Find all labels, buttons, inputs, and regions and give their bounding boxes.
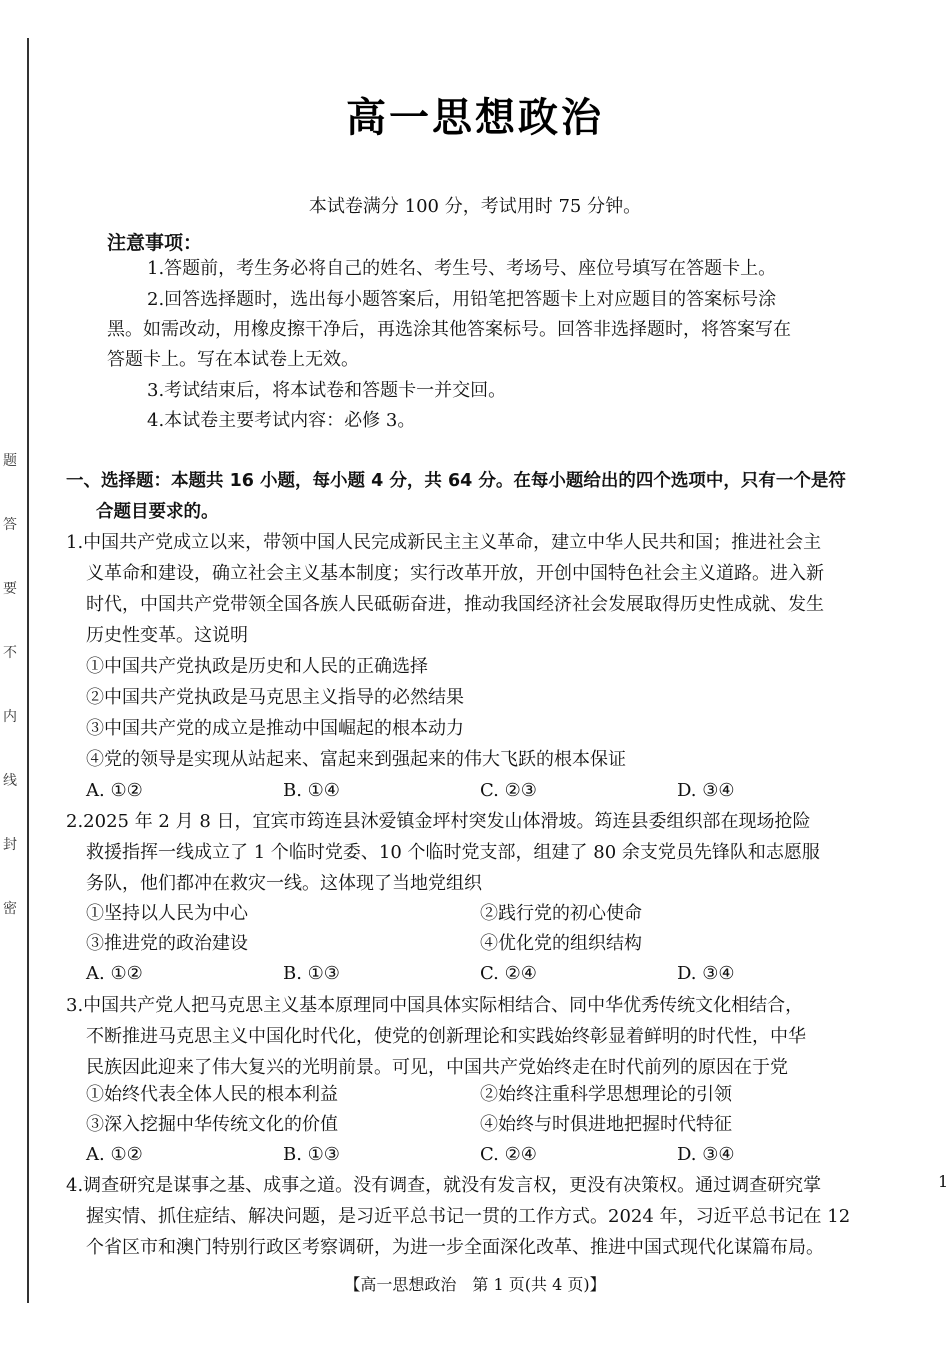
question-line: 民族因此迎来了伟大复兴的光明前景。可见，中国共产党始终走在时代前列的原因在于党 (86, 1057, 788, 1078)
question-line: 救援指挥一线成立了 1 个临时党委、10 个临时党支部，组建了 80 余支党员先锋队和志愿服 (86, 842, 820, 863)
statement: ④党的领导是实现从站起来、富起来到强起来的伟大飞跃的根本保证 (86, 749, 626, 770)
notice-item: 黑。如需改动，用橡皮擦干净后，再选涂其他答案标号。回答非选择题时，将答案写在 (107, 319, 791, 340)
statement: ①始终代表全体人民的根本利益 (86, 1084, 338, 1105)
section-line: 合题目要求的。 (96, 502, 219, 522)
question-line: 4.调查研究是谋事之基、成事之道。没有调查，就没有发言权，更没有决策权。通过调查研究掌 (66, 1175, 822, 1196)
choice-a: A. ①② (86, 963, 143, 984)
question-line: 时代，中国共产党带领全国各族人民砥砺奋进，推动我国经济社会发展取得历史性成就、发生 (86, 594, 824, 615)
statement: ①中国共产党执政是历史和人民的正确选择 (86, 656, 428, 677)
statement: ④始终与时俱进地把握时代特征 (480, 1114, 732, 1135)
statement: ②始终注重科学思想理论的引领 (480, 1084, 732, 1105)
side-char: 答 (3, 517, 17, 533)
side-char: 题 (3, 453, 17, 469)
page-footer: 【高一思想政治 第 1 页(共 4 页)】 (344, 1275, 606, 1294)
page-title: 高一思想政治 (346, 95, 604, 141)
question-line: 3.中国共产党人把马克思主义基本原理同中国具体实际相结合、同中华优秀传统文化相结合， (66, 995, 804, 1016)
question-line: 握实情、抓住症结、解决问题，是习近平总书记一贯的工作方式。2024 年，习近平总书记在 12 (86, 1206, 851, 1227)
side-char: 封 (3, 837, 17, 853)
statement: ①坚持以人民为中心 (86, 903, 248, 924)
notice-item: 4.本试卷主要考试内容：必修 3。 (147, 410, 416, 431)
statement: ③中国共产党的成立是推动中国崛起的根本动力 (86, 718, 464, 739)
choice-b: B. ①③ (283, 1144, 340, 1165)
choice-b: B. ①③ (283, 963, 340, 984)
question-3-stem (66, 990, 806, 1083)
question-line: 2.2025 年 2 月 8 日，宜宾市筠连县沐爱镇金坪村突发山体滑坡。筠连县委组织部在现场抢险 (66, 811, 811, 832)
margin-page-number: 1 (938, 1172, 949, 1191)
side-char: 线 (3, 773, 17, 789)
question-1-stem (66, 527, 824, 651)
choice-a: A. ①② (86, 1144, 143, 1165)
section-line: 一、选择题：本题共 16 小题，每小题 4 分，共 64 分。在每小题给出的四个选项中，只有一个是符 (66, 471, 846, 491)
question-2-stem (66, 806, 820, 899)
question-line: 义革命和建设，确立社会主义基本制度；实行改革开放，开创中国特色社会主义道路。进入新 (86, 563, 824, 584)
notice-item: 1.答题前，考生务必将自己的姓名、考生号、考场号、座位号填写在答题卡上。 (147, 258, 777, 279)
choice-b: B. ①④ (283, 780, 340, 801)
side-char: 不 (3, 645, 17, 661)
score-info: 本试卷满分 100 分，考试用时 75 分钟。 (308, 196, 642, 217)
question-line: 个省区市和澳门特别行政区考察调研，为进一步全面深化改革、推进中国式现代化谋篇布局。 (86, 1237, 824, 1258)
statement: ②中国共产党执政是马克思主义指导的必然结果 (86, 687, 464, 708)
side-char: 内 (3, 709, 17, 725)
notice-item: 2.回答选择题时，选出每小题答案后，用铅笔把答题卡上对应题目的答案标号涂 (147, 289, 777, 310)
binding-line (27, 38, 29, 1303)
choice-d: D. ③④ (677, 963, 735, 984)
question-4-stem (66, 1170, 850, 1263)
statement: ④优化党的组织结构 (480, 933, 642, 954)
section-heading (66, 466, 846, 528)
question-line: 不断推进马克思主义中国化时代化，使党的创新理论和实践始终彰显着鲜明的时代性，中华 (86, 1026, 806, 1047)
statement: ③深入挖掘中华传统文化的价值 (86, 1114, 338, 1135)
notice-heading: 注意事项： (107, 232, 203, 254)
choice-c: C. ②④ (480, 1144, 537, 1165)
statement: ③推进党的政治建设 (86, 933, 248, 954)
choice-d: D. ③④ (677, 780, 735, 801)
choice-c: C. ②③ (480, 780, 537, 801)
statement: ②践行党的初心使命 (480, 903, 642, 924)
question-line: 务队，他们都冲在救灾一线。这体现了当地党组织 (86, 873, 482, 894)
choice-d: D. ③④ (677, 1144, 735, 1165)
side-char: 要 (3, 581, 17, 597)
question-line: 历史性变革。这说明 (86, 625, 248, 646)
choice-a: A. ①② (86, 780, 143, 801)
notice-item: 答题卡上。写在本试卷上无效。 (107, 349, 359, 370)
notice-item: 3.考试结束后，将本试卷和答题卡一并交回。 (147, 380, 507, 401)
side-char: 密 (3, 901, 17, 917)
choice-c: C. ②④ (480, 963, 537, 984)
question-line: 1.中国共产党成立以来，带领中国人民完成新民主主义革命，建立中华人民共和国；推进社会主 (66, 532, 822, 553)
